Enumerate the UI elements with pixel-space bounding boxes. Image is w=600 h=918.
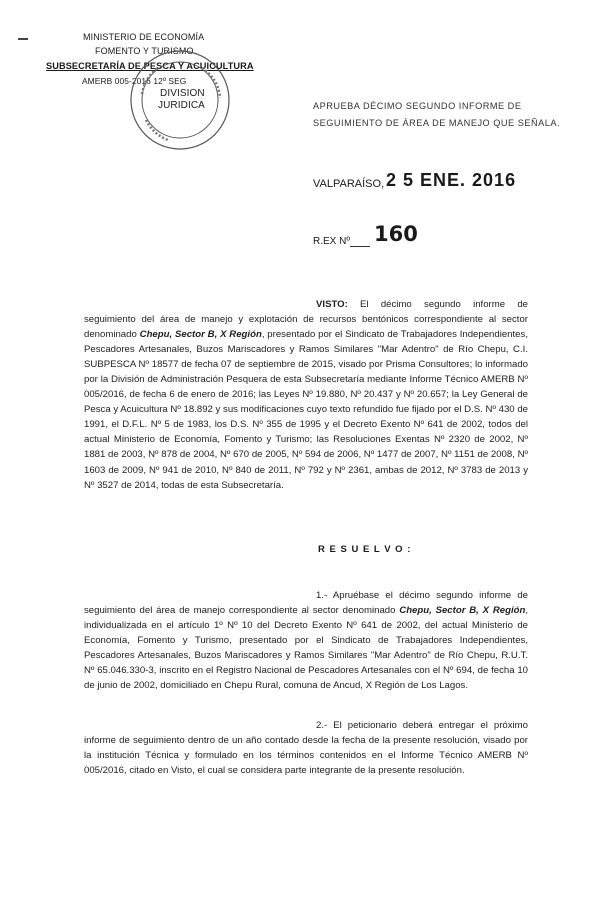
item1-text-a: 1.- Apruébase el décimo segundo informe de seguimiento del área de manejo correspondiente al sector denominado — [84, 590, 528, 617]
scan-mark — [18, 38, 28, 40]
item1-sector: Chepu, Sector B, X Región — [399, 605, 526, 617]
subsecretaria-name: SUBSECRETARÍA DE PESCA Y ACUICULTURA — [46, 61, 254, 71]
subject-line-2: SEGUIMIENTO DE ÁREA DE MANEJO QUE SEÑALA. — [313, 118, 561, 128]
visto-text-a: El décimo segundo informe de seguimiento del área de manejo y explotación de recursos bentónicos correspondiente al sector denominado — [84, 299, 528, 341]
visto-label: VISTO: — [316, 299, 348, 310]
visto-sector: Chepu, Sector B, X Región — [139, 329, 262, 341]
resolution-underline — [350, 246, 370, 247]
resolution-label: R.EX Nº — [313, 236, 350, 247]
resuelvo-heading: R E S U E L V O : — [318, 544, 412, 555]
reference-code: AMERB 005-2016 12º SEG — [82, 76, 187, 86]
resolution-number: 160 — [374, 222, 418, 246]
division-stamp — [128, 48, 232, 152]
date-place: VALPARAÍSO, — [313, 178, 385, 190]
resolution-item-2: 2.- El peticionario deberá entregar el próximo informe de seguimiento dentro de un año contado desde la fecha de la presente resolución, visado por la institución Técnica y formulado en los términos contenidos en el Informe Técnico AMERB Nº 005/2016, citado en Visto, el cual se considera parte integrante de la presente resolución. — [84, 720, 528, 777]
stamp-text-1: DIVISION — [160, 88, 205, 99]
subject-line-1: APRUEBA DÉCIMO SEGUNDO INFORME DE — [313, 101, 522, 111]
stamp-text-2: JURIDICA — [158, 100, 205, 111]
visto-text-b: , presentado por el Sindicato de Trabajadores Independientes, Pescadores Artesanales, Buzos Mariscadores y Ramos Similares "Mar Adentro" de Río Chepu, C.I. SUBPESCA Nº 18577 de fecha 07 de septiembre de 2015, visado por Prisma Consultores; lo informado por la División de Administración Pesquera de esta Subsecretaría mediante Informe Técnico AMERB Nº 005/2016, de fecha 6 de enero de 2016; las Leyes Nº 19.880, Nº 20.437 y Nº 20.657; la Ley General de Pesca y Acuicultura Nº 18.892 y sus modificaciones cuyo texto refundido fue fijado por el D.S. Nº 430 de 1991, el D.F.L. Nº 5 de 1983, los D.S. Nº 355 de 1995 y el Decreto Exento Nº 641 de 2002, todos del actual Ministerio de Economía, Fomento y Turismo; las Resoluciones Exentas Nº 2320 de 2002, Nº 1881 de 2003, Nº 878 de 2004, Nº 670 de 2005, Nº 594 de 2006, Nº 1477 de 2007, Nº 1151 de 2008, Nº 1603 de 2009, Nº 941 de 2010, Nº 840 de 2011, Nº 792 y Nº 2361, ambas de 2012, Nº 3783 de 2013 y Nº 3527 de 2014, todas de esta Subsecretaría. — [84, 329, 528, 491]
item1-text-b: , individualizada en el artículo 1º Nº 10 del Decreto Exento Nº 641 de 2002, del actual Ministerio de Economía, Fomento y Turismo, presentado por el Sindicato de Trabajadores Independientes, Pescadores Artesanales, Buzos Mariscadores y Ramos Similares "Mar Adentro" de Río Chepu, R.U.T. Nº 65.046.330-3, inscrito en el Registro Nacional de Pescadores Artesanales con el Nº 694, de fecha 10 de junio de 2002, domiciliado en Chepu Rural, comuna de Ancud, X Región de Los Lagos. — [84, 605, 528, 692]
ministry-name: MINISTERIO DE ECONOMÍA — [83, 32, 205, 42]
date-value: 2 5 ENE. 2016 — [386, 170, 517, 190]
ministry-name-2: FOMENTO Y TURISMO — [95, 46, 194, 56]
resolution-item-1 — [84, 588, 528, 693]
visto-paragraph — [84, 297, 528, 493]
